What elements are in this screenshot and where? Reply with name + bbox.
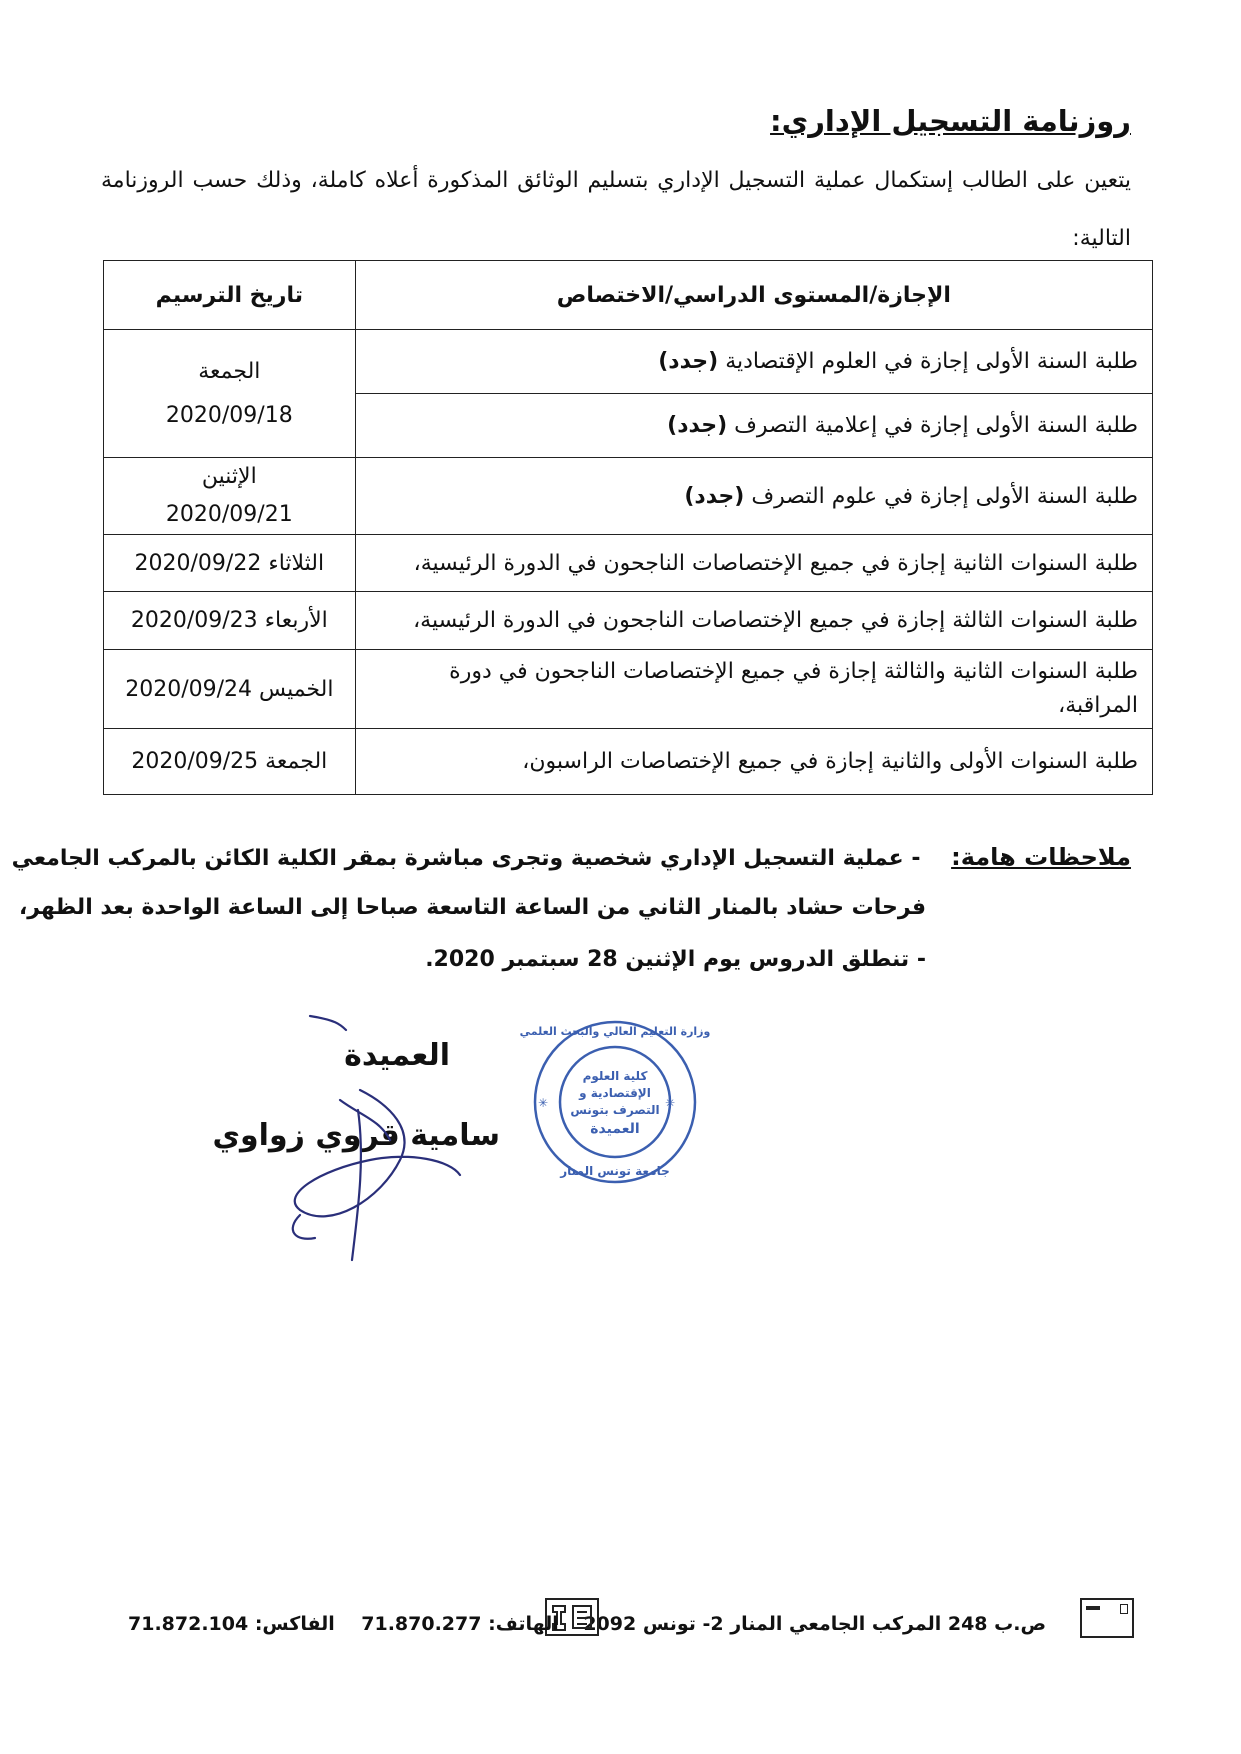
stamp-inner-line-3: التصرف بتونس	[570, 1103, 660, 1117]
note-line-3: - تنطلق الدروس يوم الإثنين 28 سبتمبر 2020.	[425, 947, 926, 972]
official-stamp	[519, 1015, 711, 1190]
row-level: طلبة السنوات الثانية إجازة في جميع الإختصاصات الناجحون في الدورة الرئيسية،	[355, 535, 1152, 592]
handwritten-signature	[240, 1010, 500, 1280]
footer-fax: 71.872.104	[128, 1613, 249, 1635]
row-date-value: 2020/09/24	[125, 676, 253, 702]
footer-address: ص.ب 248 المركب الجامعي المنار 2- تونس 2092	[583, 1613, 1046, 1635]
important-notes	[11, 843, 1131, 993]
table-row	[104, 330, 1153, 394]
row-level: طلبة السنة الأولى إجازة في علوم التصرف (جدد)	[355, 458, 1152, 535]
table-header-row	[104, 261, 1153, 330]
row-date-value: 2020/09/25	[131, 749, 259, 774]
row-date	[104, 458, 356, 535]
intro-paragraph: يتعين على الطالب إستكمال عملية التسجيل الإداري بتسليم الوثائق المذكورة أعلاه كاملة، وذلك حسب الروزنامة التالية:	[101, 168, 1131, 251]
row-day: الأربعاء	[264, 608, 328, 633]
table-row	[104, 650, 1153, 729]
page-title: روزنامة التسجيل الإداري:	[770, 104, 1131, 138]
row-date-value: 2020/09/22	[134, 550, 262, 576]
stamp-star-icon: ✳	[537, 1096, 548, 1110]
row-level: طلبة السنة الأولى إجازة في العلوم الإقتصادية (جدد)	[355, 330, 1152, 394]
row-date	[104, 729, 356, 795]
row-level: طلبة السنوات الثالثة إجازة في جميع الإختصاصات الناجحون في الدورة الرئيسية،	[355, 592, 1152, 650]
row-date-value: 2020/09/21	[165, 502, 293, 527]
signature-block	[212, 1010, 500, 1280]
footer-fax-label: الفاكس:	[254, 1613, 335, 1635]
row-date	[104, 330, 356, 458]
row-day: الخميس	[259, 676, 334, 702]
footer-phone: 71.870.277	[361, 1613, 482, 1635]
note-line-1: - عملية التسجيل الإداري شخصية وتجرى مباشرة بمقر الكلية الكائن بالمركب الجامعي	[11, 846, 921, 871]
header-date: تاريخ الترسيم	[104, 261, 356, 330]
table-row	[104, 592, 1153, 650]
stamp-outer-text: وزارة التعليم العالي والبحث العلمي	[519, 1025, 711, 1038]
note-line-2: فرحات حشاد بالمنار الثاني من الساعة التاسعة صباحا إلى الساعة الواحدة بعد الظهر،	[18, 895, 926, 920]
registration-schedule-table	[103, 260, 1153, 795]
notes-label: ملاحظات هامة:	[951, 843, 1131, 871]
stamp-inner-line-2: الإقتصادية و	[579, 1086, 651, 1100]
header-level: الإجازة/المستوى الدراسي/الاختصاص	[355, 261, 1152, 330]
stamp-bottom-text: جامعة تونس المنار	[560, 1164, 670, 1178]
footer-phone-label: الهاتف:	[488, 1613, 559, 1635]
stamp-star-icon: ✳	[664, 1096, 675, 1110]
stamp-inner-line-1: كلية العلوم	[582, 1069, 648, 1083]
row-level: طلبة السنوات الأولى والثانية إجازة في جميع الإختصاصات الراسبون،	[355, 729, 1152, 795]
new-tag: (جدد)	[684, 483, 745, 509]
row-day: الجمعة	[198, 358, 261, 384]
new-tag: (جدد)	[667, 413, 728, 438]
signature-role: العميدة	[344, 1038, 450, 1073]
stamp-inner-line-4: العميدة	[590, 1121, 640, 1137]
row-date-value: 2020/09/18	[165, 402, 293, 428]
row-day: الثلاثاء	[268, 550, 325, 576]
mailbox-icon	[1080, 1598, 1134, 1638]
table-row	[104, 535, 1153, 592]
row-date	[104, 592, 356, 650]
row-day: الإثنين	[201, 464, 257, 489]
row-level: طلبة السنوات الثانية والثالثة إجازة في جميع الإختصاصات الناجحون في دورة المراقبة،	[355, 650, 1152, 729]
table-row	[104, 729, 1153, 795]
row-date	[104, 535, 356, 592]
row-date	[104, 650, 356, 729]
footer-contacts	[128, 1613, 559, 1635]
signature-name: سامية قروي زواوي	[212, 1118, 500, 1153]
new-tag: (جدد)	[658, 349, 719, 374]
row-day: الجمعة	[265, 749, 328, 774]
row-date-value: 2020/09/23	[130, 608, 258, 633]
row-level: طلبة السنة الأولى إجازة في إعلامية التصرف (جدد)	[355, 394, 1152, 458]
table-row	[104, 458, 1153, 535]
